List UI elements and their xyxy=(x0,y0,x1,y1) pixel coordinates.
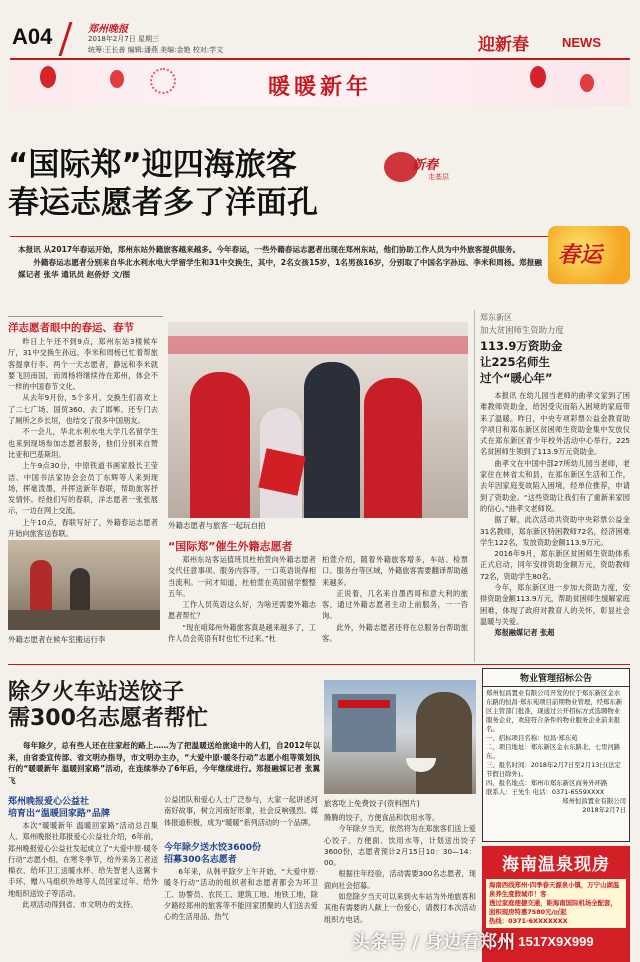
issue-date: 2018年2月7日 星期三 xyxy=(88,35,159,43)
tender-line-6: 联系人：王先生 电话：0371-6559XXXX xyxy=(486,788,605,796)
banner-title: 暖暖新年 xyxy=(268,74,373,100)
dumpling-mid-title-2: 招募300名志愿者 xyxy=(164,855,237,865)
station-sign-icon xyxy=(338,700,390,708)
dumpling-left-body xyxy=(8,820,158,962)
main-photo xyxy=(168,322,468,518)
page-header xyxy=(0,0,640,60)
lantern-right-icon xyxy=(530,66,546,88)
dumpling-right-para-3: 根据往年经验，活动需要300名志愿者，现面向社会招募。 xyxy=(324,869,476,890)
tender-line-2: 一、招标项目名称：恒昌·郑东苑 xyxy=(486,734,578,742)
col1-para-1: 昨日上午还不到9点，郑州东站3楼候车厅，31中交换生孙远、李米和周杨已忙着帮旅客提拿行李。两个一天志愿者，静远和李米就要飞回南国，而周杨将继续待在郑州，体会不一样的中国春节文化。 xyxy=(8,337,158,392)
dumpling-photo-caption: 旅客吃上免费饺子(资料图片) xyxy=(324,799,420,808)
spring-corner-text: 春运 xyxy=(558,243,603,268)
col1-para-4: 上午9点30分，中原铁道书画家殷长王莹洁、中国书法家协会会员丁东辉等人来到现场，挥毫泼墨，并挥送新年春联，帮助旅客抒发情怀。经他们写的春联，洋志愿者一张张展示，一边在网上交流。 xyxy=(8,461,158,516)
dumpling-title-1: 除夕火车站送饺子 xyxy=(8,680,185,705)
tender-line-3: 二、项目地址：郑东新区金水东路北、七里河路东。 xyxy=(486,743,621,760)
col1-title: 洋志愿者眼中的春运、春节 xyxy=(8,322,134,334)
right-title-2: 让225名师生 xyxy=(480,355,551,369)
new-year-banner xyxy=(10,62,630,106)
fireworks-icon xyxy=(150,68,176,94)
lead-paragraph-1: 从2017年春运开始，郑州东站外籍旅客越来越多。今年春运，一些外籍春运志愿者出现在郑州东站，他们协助工作人员为中外旅客提供服务。 xyxy=(43,245,521,254)
mid-a-para-3: “现在咱郑州外籍旅客真是越来越多了，工作人员会英语有时也忙不过来。”杜 xyxy=(168,622,316,644)
col1-para-3: 不一会儿，华北水利水电大学几名留学生也来到现场参加志愿者服务，他们分别来自赞比亚和巴基斯坦。 xyxy=(8,427,158,459)
dumpling-mid-body-2 xyxy=(164,866,318,962)
mid-b-para-2: 正说着，几名来自墨西哥和意大利的旅客，通过外籍志愿者主动上前服务，一一咨询。 xyxy=(322,588,468,621)
dumpling-photo xyxy=(324,680,476,794)
tender-notice-ad xyxy=(482,668,630,842)
lead-prefix: 本报讯 xyxy=(18,245,41,254)
photo-person-icon-2 xyxy=(70,568,90,612)
dumpling-right-para-1: 腾腾的饺子，方便食品和饮用水等。 xyxy=(324,813,440,822)
col1-photo-caption: 外籍志愿者在候车室搬运行李 xyxy=(8,635,106,644)
page-number: A04 xyxy=(12,24,53,49)
spring-corner-badge xyxy=(548,226,630,284)
staff-credits: 统筹:王长善 编辑:潘燕 美编:金艳 校对:学文 xyxy=(88,46,224,54)
main-photo-caption: 外籍志愿者与旅客一起玩自拍 xyxy=(168,521,266,530)
col1-title-bar xyxy=(8,316,163,317)
lantern-right-icon-2 xyxy=(580,74,594,92)
headline-line-1: “国际郑”迎四海旅客 xyxy=(8,147,297,183)
brand-name: 郑州晚报 xyxy=(88,24,128,35)
photo-man2-icon xyxy=(304,362,360,518)
mid-title: “国际郑”催生外籍志愿者 xyxy=(168,540,293,553)
dumpling-left-title-1: 郑州晚报爱心公益社 xyxy=(8,797,90,807)
photo-woman-icon xyxy=(364,378,422,518)
tender-line-8: 2018年2月7日 xyxy=(582,806,626,814)
right-para-1: 本报讯 在幼儿园当老师的曲孝文家到了困难教师资助金，给因受灾而陷入困境的家庭带来了温暖。昨日，中央专项彩票公益金教育助学项目和郑东新区贫困师生资助金集中发放仪式在郑东新区青少年校外活动中心举行，225名贫困师生领到了113.9万元资助金。 xyxy=(480,391,630,457)
right-column-divider xyxy=(474,310,475,662)
headline-line-2: 春运志愿者多了洋面孔 xyxy=(8,185,318,221)
column-badge xyxy=(384,150,464,186)
right-para-4: 2016年9月，郑东新区贫困师生资助体系正式启动，同年安排资助金额万元，资助教师72名，资助学生80名。 xyxy=(480,549,630,581)
col1-para-2: 从去年9月份，5个多月，交换生们喜欢上了二七广场、国贸360、去了邯郸、还专门去了厕所之乡长垣，也结交了很多中国朋友。 xyxy=(8,393,158,426)
mid-a-para-1: 郑州东站客运值班员杜柏萱向外籍志愿者交代任意事项、服务内容等，一口英语说得相当流利。一问才知道，杜柏萱在英国留学整整五年。 xyxy=(168,555,316,598)
tender-notice-title: 物业管理招标公告 xyxy=(483,669,629,687)
header-rule xyxy=(10,58,630,60)
dumpling-left-para-1: 本次“暖暖新年 温暖回家路”活动总召集人、郑州晚报社郑报爱心公益社介绍，6年前，郑州晚报爱心公益社发起成立了“大爱中原·暖冬行动”志愿小组，在寒冬季节，给外来务工者送棉衣、给环卫工送暖水杯、给失智老人送翼卡手环、赠八马组织外地等人员回家过年、给外地组织送饺子等活动。 xyxy=(8,821,158,898)
photo-man-icon xyxy=(190,372,250,518)
col1-para-5: 上午10点，春联写好了，外籍春运志愿者开始向旅客送春联。 xyxy=(8,517,158,539)
hot-spring-title: 海南温泉现房 xyxy=(502,855,610,875)
photo-couplet-icon xyxy=(258,448,305,495)
dumpling-mid-body xyxy=(164,794,318,836)
mid-col-b xyxy=(322,554,468,658)
right-kicker-2: 加大贫困师生资助力度 xyxy=(480,325,564,335)
section-name: 迎新春 xyxy=(478,35,529,55)
hot-spring-phone: 1517X9X999 xyxy=(518,934,594,949)
right-kicker-1: 郑东新区 xyxy=(480,313,512,322)
hot-spring-line-1: 海南西线郑州·四季春天源泉小镇，万宁山湖温泉养生度假城市！客 xyxy=(489,881,620,898)
dumpling-title-2: 需300名志愿者帮忙 xyxy=(8,706,208,731)
right-para-5: 今年，郑东新区进一步加大资助力度，安排资助金额113.9万元，帮助贫困师生缓解家庭困难，体现了政府对教育人的关怀，彰显社会温暖与关爱。 xyxy=(480,583,630,626)
mid-b-para-3: 此外，外籍志愿者还将在总服务台帮助旅客。 xyxy=(322,622,468,644)
lead-block xyxy=(18,244,542,282)
right-byline: 郑报融媒记者 张超 xyxy=(494,628,555,638)
hot-spring-line-2: 透过家庭便捷交通，距海南国际机场全配套，面积现房特惠7580元/㎡起 xyxy=(489,899,617,916)
lantern-left-icon xyxy=(40,66,56,88)
tender-line-4: 三、报名时间：2018年2月7日至2月13日(法定节假日除外)。 xyxy=(486,761,621,778)
dumpling-lead: 每年除夕，总有些人还在往家赶的路上……为了把温暖送给旅途中的人们，自2012年以来，由省委宣传部、省文明办指导，市文明办主办，“大爱中原·暖冬行动”志愿小组等策划执行的“暖暖新年 温暖回家路”活动，在连续举办了6年后，今年继续进行。郑报融媒记者 张翼飞 xyxy=(8,741,320,785)
hot-spring-line-3: 热线：0371-6XXXXXXX xyxy=(489,917,568,925)
main-headline xyxy=(8,146,428,222)
mid-b-para-1: 柏萱介绍，随着外籍旅客增多，车站、检票口、服务台等区域，外籍旅客需要翻译帮助越来越多。 xyxy=(322,555,468,587)
tender-line-1: 郑州恒昌置业有限公司开发的位于郑东新区金水东路的恒昌·郑东苑项目前期物业管理，经郑东新区主管部门批准，现通过公开招标方式选聘物业服务企业，欢迎符合条件的物业服务企业前来报名。 xyxy=(486,689,623,733)
tender-line-7: 郑州恒昌置业有限公司 xyxy=(562,797,626,805)
right-para-3: 据了解，此次活动共资助中央彩票公益金31名教师，郑东新区特困教师72名，经济困难学生122名，发放资助金额113.9万元。 xyxy=(480,515,630,547)
badge-sub: 走基层 xyxy=(428,173,449,181)
right-title-1: 113.9万资助金 xyxy=(480,339,563,353)
dumpling-left-title-2: 培育出“温暖回家路”品牌 xyxy=(8,809,110,819)
dumpling-left-para-2: 此项活动得到省、市文明办的支持。 xyxy=(22,900,138,910)
dumpling-top-rule xyxy=(8,664,630,665)
badge-main: 新春 xyxy=(412,158,439,173)
dumpling-mid-para-2: 6年来，从韩平除夕上午开始，“大爱中原·暖冬行动”活动的组织者和志愿者都会为环卫工、协警员、农民工、建筑工地、地铁工地，除夕路经郑州的旅客等不能回家团聚的人们送去爱心的生活用品、热气 xyxy=(164,867,318,922)
right-para-2: 曲孝文在中国中部27所幼儿园当老师，老家住在林省太和县，在郑东新区生活和工作，去年因家庭变故陷入困境，经单位推荐，申请到了资助金。“这些资助让我们有了重新来家园的信心。”曲孝文老师说。 xyxy=(480,458,630,513)
header-slash xyxy=(58,22,72,56)
dumpling-right-para-2: 今年除夕当天，依然将为在郑旅客们送上爱心饺子、方便面、饮用水等，计划送出饺子3600份，志愿者预计2月15日10：30—14：00。 xyxy=(324,824,476,868)
mid-col-a xyxy=(168,554,316,658)
headline-rule xyxy=(10,236,550,237)
mid-a-para-2: 工作人员英语这么好，为啥还需要外籍志愿者帮忙？ xyxy=(168,600,316,621)
tender-line-5: 四、报名地点：郑州市郑东新区商务外环路 xyxy=(486,779,608,787)
photo-person-icon xyxy=(30,560,52,612)
elder-man-icon xyxy=(416,692,472,794)
dumpling-mid-title-1: 今年除夕送水饺3600份 xyxy=(164,843,262,853)
right-title-3: 过个“暖心年” xyxy=(480,371,553,385)
dumpling-mid-para-1: 公益团队和爱心人士广泛参与，大家一起讲述河南好故事，树立河南好形象，社会反响强烈。媒体报道积极，成为“暖暖”系列活动的一个品牌。 xyxy=(164,795,318,827)
source-watermark: 头条号 / 身边看郑州 xyxy=(352,932,516,953)
right-body xyxy=(480,390,630,662)
col1-photo xyxy=(8,540,160,630)
photo-bench-icon xyxy=(8,610,160,630)
photo-banner-strip xyxy=(168,336,468,354)
section-name-en: NEWS xyxy=(562,35,601,50)
dumpling-right-para-4: 如您除夕当天可以来到火车站为外地旅客和其他有需要的人献上一份爱心，请拨打本次活动组织方电话。 xyxy=(324,892,476,924)
col1-body xyxy=(8,336,158,539)
lantern-left-icon-2 xyxy=(110,70,124,88)
lead-paragraph-2: 外籍春运志愿者分别来自华北水利水电大学留学生和31中交换生，其中，2名女孩15岁，1名男孩16岁，分别取了中国名字孙远、李米和周杨。郑报融媒记者 张华 通讯员 赵侨妤 文/图 xyxy=(18,257,542,279)
